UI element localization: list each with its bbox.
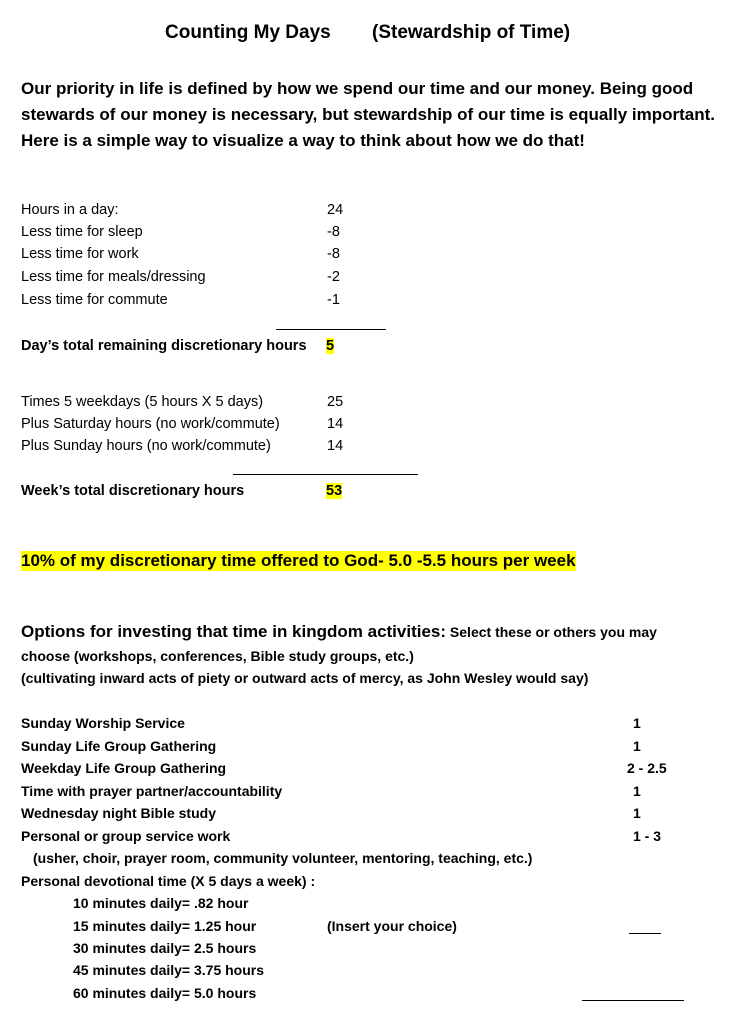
daily-label-4: Less time for commute	[21, 292, 168, 308]
options-line-3: (cultivating inward acts of piety or outward acts of mercy, as John Wesley would say)	[21, 670, 589, 686]
weekly-value-1: 14	[327, 416, 344, 432]
day-total-label: Day’s total remaining discretionary hours	[21, 338, 307, 354]
activity-value-3: 1	[633, 783, 641, 799]
daily-label-2: Less time for work	[21, 246, 139, 262]
daily-value-4: -1	[327, 292, 340, 308]
choice-blank-short[interactable]	[629, 933, 661, 934]
activity-value-4: 1	[633, 805, 641, 821]
daily-divider	[276, 329, 386, 330]
weekly-value-2: 14	[327, 438, 344, 454]
activity-label-1: Sunday Life Group Gathering	[21, 738, 217, 754]
options-heading-note: Select these or others you may	[446, 624, 657, 640]
activity-label-3: Time with prayer partner/accountability	[21, 783, 283, 799]
intro-paragraph: Our priority in life is defined by how we spend our time and our money. Being good stewards of our money is necessary, but stewardship of our time is equally important. Here is a simple way to visualize a way to think about how we do that!	[21, 79, 716, 150]
daily-value-0: 24	[327, 202, 344, 218]
title-subtitle: (Stewardship of Time)	[372, 22, 571, 43]
tithe-statement: 10% of my discretionary time offered to God- 5.0 -5.5 hours per week	[21, 551, 576, 570]
week-total-label: Week’s total discretionary hours	[21, 483, 245, 499]
devotional-option-60: 60 minutes daily= 5.0 hours	[73, 985, 257, 1001]
devotional-option-30: 30 minutes daily= 2.5 hours	[73, 940, 257, 956]
weekly-label-0: Times 5 weekdays (5 hours X 5 days)	[21, 394, 264, 410]
activity-label-5: Personal or group service work	[21, 828, 231, 844]
activity-value-1: 1	[633, 738, 641, 754]
day-total-value: 5	[326, 338, 335, 354]
weekly-divider	[233, 474, 418, 475]
daily-label-1: Less time for sleep	[21, 224, 143, 240]
daily-label-0: Hours in a day:	[21, 202, 119, 218]
activity-value-2: 2 - 2.5	[627, 760, 667, 776]
week-total-value: 53	[326, 483, 343, 499]
devotional-option-15: 15 minutes daily= 1.25 hour	[73, 918, 257, 934]
devotional-option-10: 10 minutes daily= .82 hour	[73, 895, 249, 911]
activity-value-0: 1	[633, 715, 641, 731]
daily-label-3: Less time for meals/dressing	[21, 269, 206, 285]
activity-value-5: 1 - 3	[633, 828, 662, 844]
devotional-label: Personal devotional time (X 5 days a week) :	[21, 873, 316, 889]
activity-label-0: Sunday Worship Service	[21, 715, 185, 731]
weekly-label-2: Plus Sunday hours (no work/commute)	[21, 438, 271, 454]
daily-value-2: -8	[327, 246, 340, 262]
weekly-label-1: Plus Saturday hours (no work/commute)	[21, 416, 280, 432]
activity-label-2: Weekday Life Group Gathering	[21, 760, 227, 776]
weekly-value-0: 25	[327, 394, 344, 410]
devotional-option-45: 45 minutes daily= 3.75 hours	[73, 962, 265, 978]
activity-label-4: Wednesday night Bible study	[21, 805, 216, 821]
daily-value-3: -2	[327, 269, 340, 285]
daily-value-1: -8	[327, 224, 340, 240]
options-heading	[21, 622, 657, 642]
title-main: Counting My Days	[165, 22, 331, 43]
service-note: (usher, choir, prayer room, community volunteer, mentoring, teaching, etc.)	[33, 850, 533, 866]
options-line-2: choose (workshops, conferences, Bible study groups, etc.)	[21, 648, 414, 664]
choice-note: (Insert your choice)	[327, 918, 457, 934]
choice-blank-long[interactable]	[582, 1000, 684, 1001]
options-heading-main: Options for investing that time in kingdom activities:	[21, 622, 447, 641]
